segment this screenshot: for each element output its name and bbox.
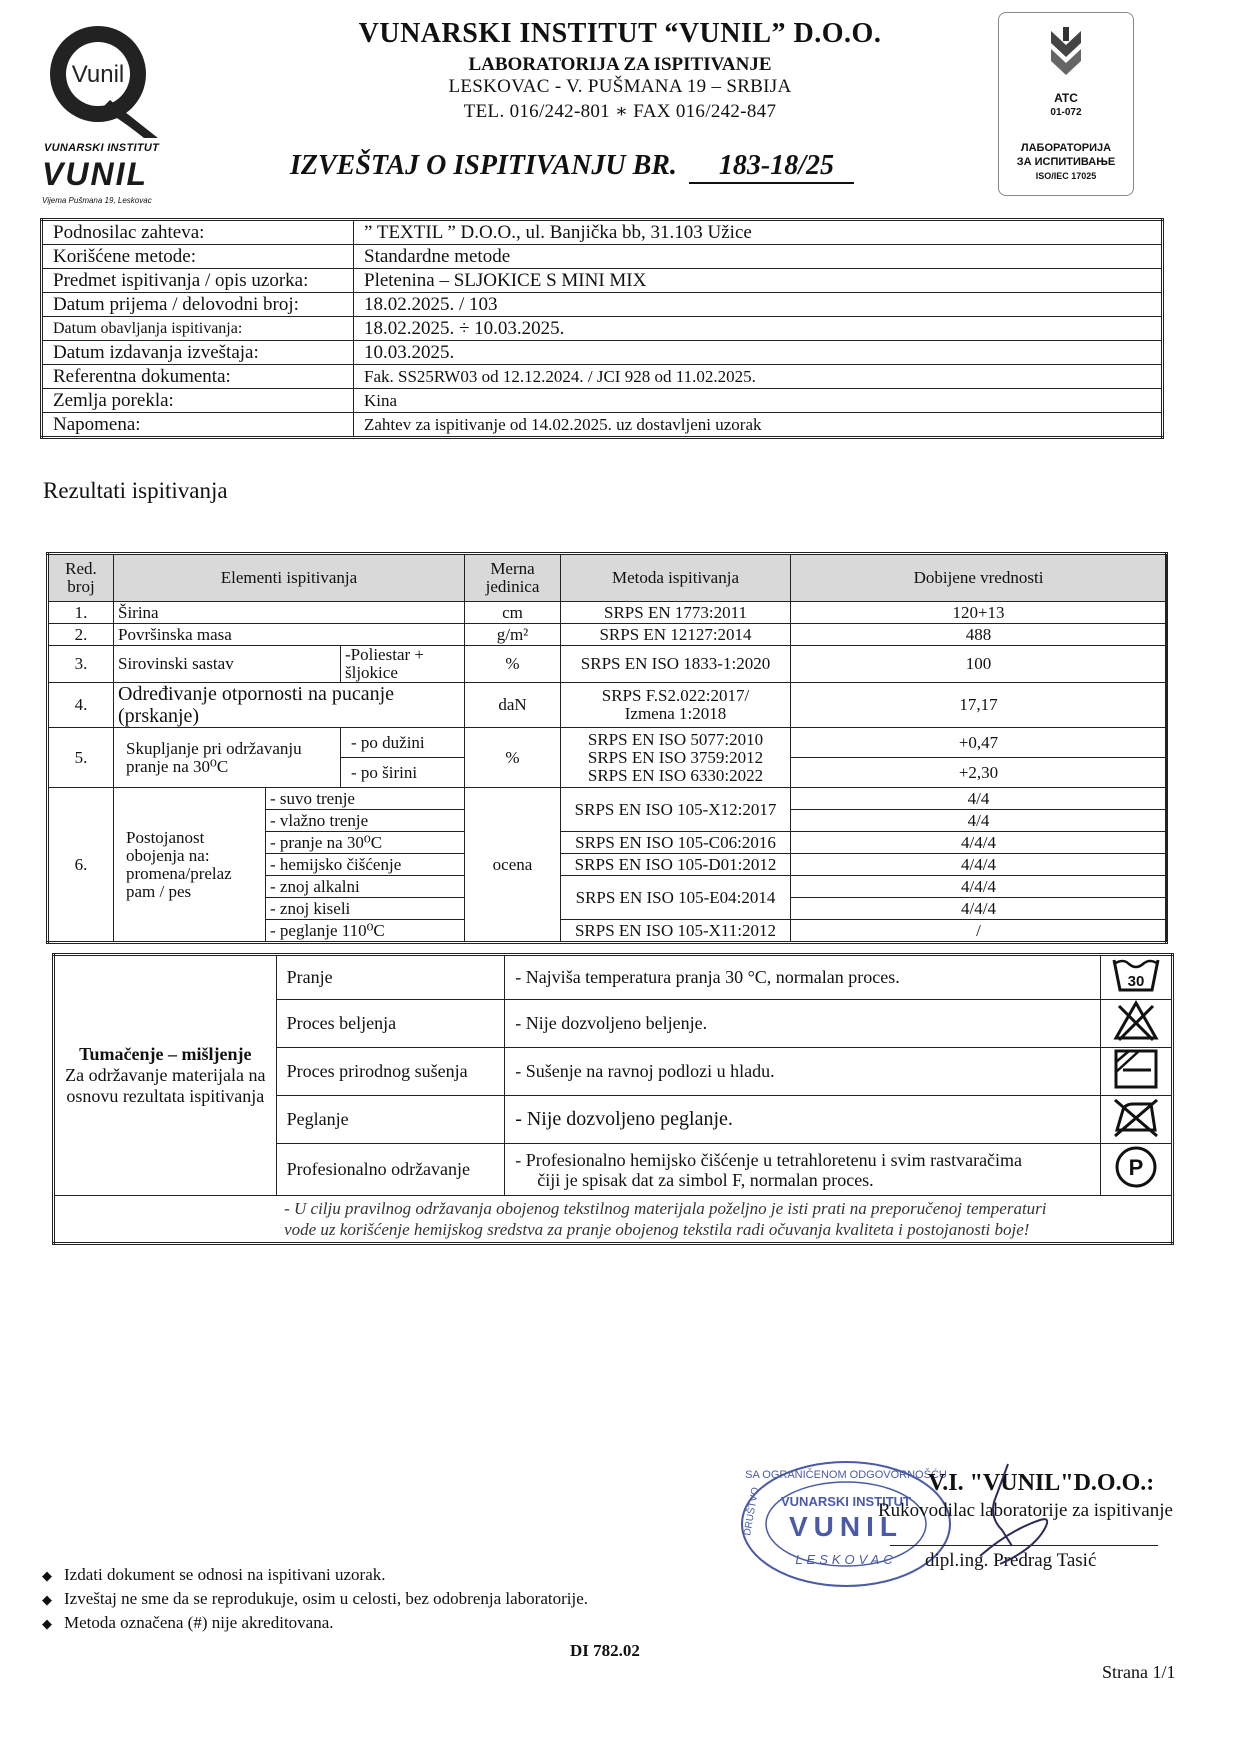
signature-name: dipl.ing. Predrag Tasić — [925, 1550, 1097, 1571]
care-note: - U cilju pravilnog održavanja obojenog tekstilnog materijala poželjno je isti prati na preporučenoj temperaturi vode uz korišćenje hemijskog sredstva za pranje obojenog tekstila radi očuvanja kvaliteta i postojanosti boje! — [276, 1196, 1172, 1244]
info-value: 10.03.2025. — [354, 341, 1163, 365]
table-row: - vlažno trenje 4/4 — [48, 810, 1167, 832]
atc-mark: ATC — [1054, 91, 1078, 105]
care-note-row — [54, 1196, 1173, 1244]
info-row — [42, 293, 1163, 317]
care-interpretation-table — [52, 953, 1174, 1245]
info-value: Pletenina – SLJOKICE S MINI MIX — [354, 269, 1163, 293]
header-method: Metoda ispitivanja — [561, 554, 791, 602]
svg-text:LESKOVAC: LESKOVAC — [795, 1552, 897, 1567]
atc-code: 01-072 — [1050, 107, 1082, 118]
table-row: 4. Određivanje otpornosti na pucanje (prskanje) daN SRPS F.S2.022:2017/ Izmena 1:2018 17,17 — [48, 683, 1167, 728]
info-row — [42, 269, 1163, 293]
care-row-ironing: Peglanje - Nije dozvoljeno peglanje. — [54, 1096, 1173, 1144]
no-bleach-icon — [1113, 1000, 1159, 1042]
handwritten-signature — [940, 1460, 1080, 1570]
info-row — [42, 389, 1163, 413]
info-label: Podnosilac zahteva: — [42, 220, 354, 245]
logo-address: Vijema Pušmana 19, Leskovac — [42, 196, 152, 205]
info-label: Referentna dokumenta: — [42, 365, 354, 389]
logo-wordmark: VUNIL — [42, 156, 148, 192]
footer-note: ◆ Izveštaj ne sme da se reprodukuje, osim u celosti, bez odobrenja laboratorije. — [30, 1589, 588, 1609]
info-value: 18.02.2025. / 103 — [354, 293, 1163, 317]
info-label: Datum izdavanja izveštaja: — [42, 341, 354, 365]
info-value: Standardne metode — [354, 245, 1163, 269]
table-row: 2. Površinska masa g/m² SRPS EN 12127:2014 488 — [48, 624, 1167, 646]
info-row — [42, 317, 1163, 341]
page-number: Strana 1/1 — [1102, 1662, 1176, 1682]
info-label: Datum obavljanja ispitivanja: — [42, 317, 354, 341]
professional-clean-p-icon — [1113, 1144, 1159, 1190]
bullet-icon: ◆ — [42, 1568, 52, 1583]
footer-note: ◆ Metoda označena (#) nije akreditovana. — [30, 1613, 334, 1633]
header-value: Dobijene vrednosti — [791, 554, 1167, 602]
info-label: Zemlja porekla: — [42, 389, 354, 413]
institute-name: VUNARSKI INSTITUT “VUNIL” D.O.O. — [358, 18, 882, 49]
svg-text:SA OGRANIČENOM ODGOVORNOŠĆU: SA OGRANIČENOM ODGOVORNOŠĆU — [745, 1469, 947, 1481]
table-row: 6. Postojanost obojenja na: promena/prelaz pam / pes - suvo trenje ocena SRPS EN ISO 105-X12:2017 4/4 — [48, 788, 1167, 810]
svg-text:DRUŠTVO: DRUŠTVO — [742, 1486, 762, 1537]
info-label: Predmet ispitivanja / opis uzorka: — [42, 269, 354, 293]
table-row: 3. Sirovinski sastav -Poliestar + šljokice % SRPS EN ISO 1833-1:2020 100 — [48, 646, 1167, 683]
table-row: - znoj alkalni SRPS EN ISO 105-E04:2014 4/4/4 — [48, 876, 1167, 898]
info-value: Kina — [354, 389, 1163, 413]
svg-text:VUNARSKI INSTITUT: VUNARSKI INSTITUT — [781, 1494, 911, 1509]
svg-text:P: P — [1128, 1155, 1144, 1180]
care-row-drying: Proces prirodnog sušenja - Sušenje na ravnoj podlozi u hladu. — [54, 1048, 1173, 1096]
table-row: 1. Širina cm SRPS EN 1773:2011 120+13 — [48, 602, 1167, 624]
wash-30-icon — [1111, 956, 1161, 994]
table-row: - hemijsko čišćenje SRPS EN ISO 105-D01:2012 4/4/4 — [48, 854, 1167, 876]
document-code: DI 782.02 — [570, 1641, 640, 1660]
info-value: 18.02.2025. ÷ 10.03.2025. — [354, 317, 1163, 341]
info-row — [42, 413, 1163, 438]
lab-address: LESKOVAC - V. PUŠMANA 19 – SRBIJA — [448, 76, 792, 97]
care-row-bleach: Proces beljenja - Nije dozvoljeno beljenje. — [54, 1000, 1173, 1048]
table-row: - peglanje 110⁰C SRPS EN ISO 105-X11:2012 / — [48, 920, 1167, 943]
info-row — [42, 341, 1163, 365]
report-title — [290, 150, 854, 184]
header-unit: Merna jedinica — [465, 554, 561, 602]
info-row — [42, 365, 1163, 389]
table-row: - pranje na 30⁰C SRPS EN ISO 105-C06:2016 4/4/4 — [48, 832, 1167, 854]
results-table — [46, 552, 1168, 944]
interpretation-title: Tumačenje – mišljenje — [79, 1044, 252, 1064]
results-header-row — [48, 554, 1167, 602]
atc-emblem-icon — [1041, 25, 1091, 87]
atc-text: ЛАБОРАТОРИЈА ЗА ИСПИТИВАЊЕ ISO/IEC 17025 — [1016, 142, 1116, 181]
info-label: Korišćene metode: — [42, 245, 354, 269]
logo-caption: VUNARSKI INSTITUT — [44, 142, 160, 154]
care-row-professional: Profesionalno održavanje - Profesionalno hemijsko čišćenje u tetrahloretenu i svim rastvaračima čiji je spisak dat za simbol F, normalan proces. P — [54, 1144, 1173, 1196]
info-value: Fak. SS25RW03 od 12.12.2024. / JCI 928 od 11.02.2025. — [354, 365, 1163, 389]
header-no: Red. broj — [48, 554, 114, 602]
svg-text:Vunil: Vunil — [71, 61, 125, 88]
info-row — [42, 245, 1163, 269]
info-row — [42, 220, 1163, 245]
company-stamp — [736, 1456, 956, 1592]
header-element: Elementi ispitivanja — [114, 554, 465, 602]
report-label: IZVEŠTAJ O ISPITIVANJU BR. — [290, 150, 677, 181]
svg-text:VUNIL: VUNIL — [789, 1511, 903, 1542]
info-value: ” TEXTIL ” D.O.O., ul. Banjička bb, 31.103 Užice — [354, 220, 1163, 245]
signature-company: V.I. "VUNIL"D.O.O.: — [928, 1470, 1155, 1496]
info-label: Datum prijema / delovodni broj: — [42, 293, 354, 317]
table-row: 5. Skupljanje pri održavanju pranje na 30⁰C - po dužini % SRPS EN ISO 5077:2010 SRPS EN ISO 3759:2012 SRPS EN ISO 6330:2022 +0,47 — [48, 728, 1167, 758]
results-heading: Rezultati ispitivanja — [43, 478, 228, 503]
no-iron-icon — [1111, 1096, 1161, 1138]
report-number: 183-18/25 — [689, 150, 854, 184]
signature-role: Rukovodilac laboratorije za ispitivanje — [878, 1500, 1173, 1521]
request-info-table — [40, 218, 1164, 439]
svg-text:30: 30 — [1127, 973, 1145, 990]
bullet-icon: ◆ — [42, 1616, 52, 1631]
table-row: - znoj kiseli 4/4/4 — [48, 898, 1167, 920]
care-row-wash: Tumačenje – mišljenje Za održavanje materijala na osnovu rezultata ispitivanja Pranje - Najviša temperatura pranja 30 °C, normalan proces. 30 — [54, 955, 1173, 1000]
info-value: Zahtev za ispitivanje od 14.02.2025. uz dostavljeni uzorak — [354, 413, 1163, 438]
interpretation-text: Za održavanje materijala na osnovu rezultata ispitivanja — [65, 1065, 266, 1106]
lab-name: LABORATORIJA ZA ISPITIVANJE — [468, 54, 772, 75]
info-label: Napomena: — [42, 413, 354, 438]
footer-note: ◆ Izdati dokument se odnosi na ispitivani uzorak. — [30, 1565, 386, 1585]
bullet-icon: ◆ — [42, 1592, 52, 1607]
table-row: - po širini +2,30 — [48, 758, 1167, 788]
accreditation-badge — [998, 12, 1134, 196]
dry-flat-shade-icon — [1113, 1048, 1159, 1090]
lab-phone: TEL. 016/242-801 ∗ FAX 016/242-847 — [463, 101, 777, 122]
